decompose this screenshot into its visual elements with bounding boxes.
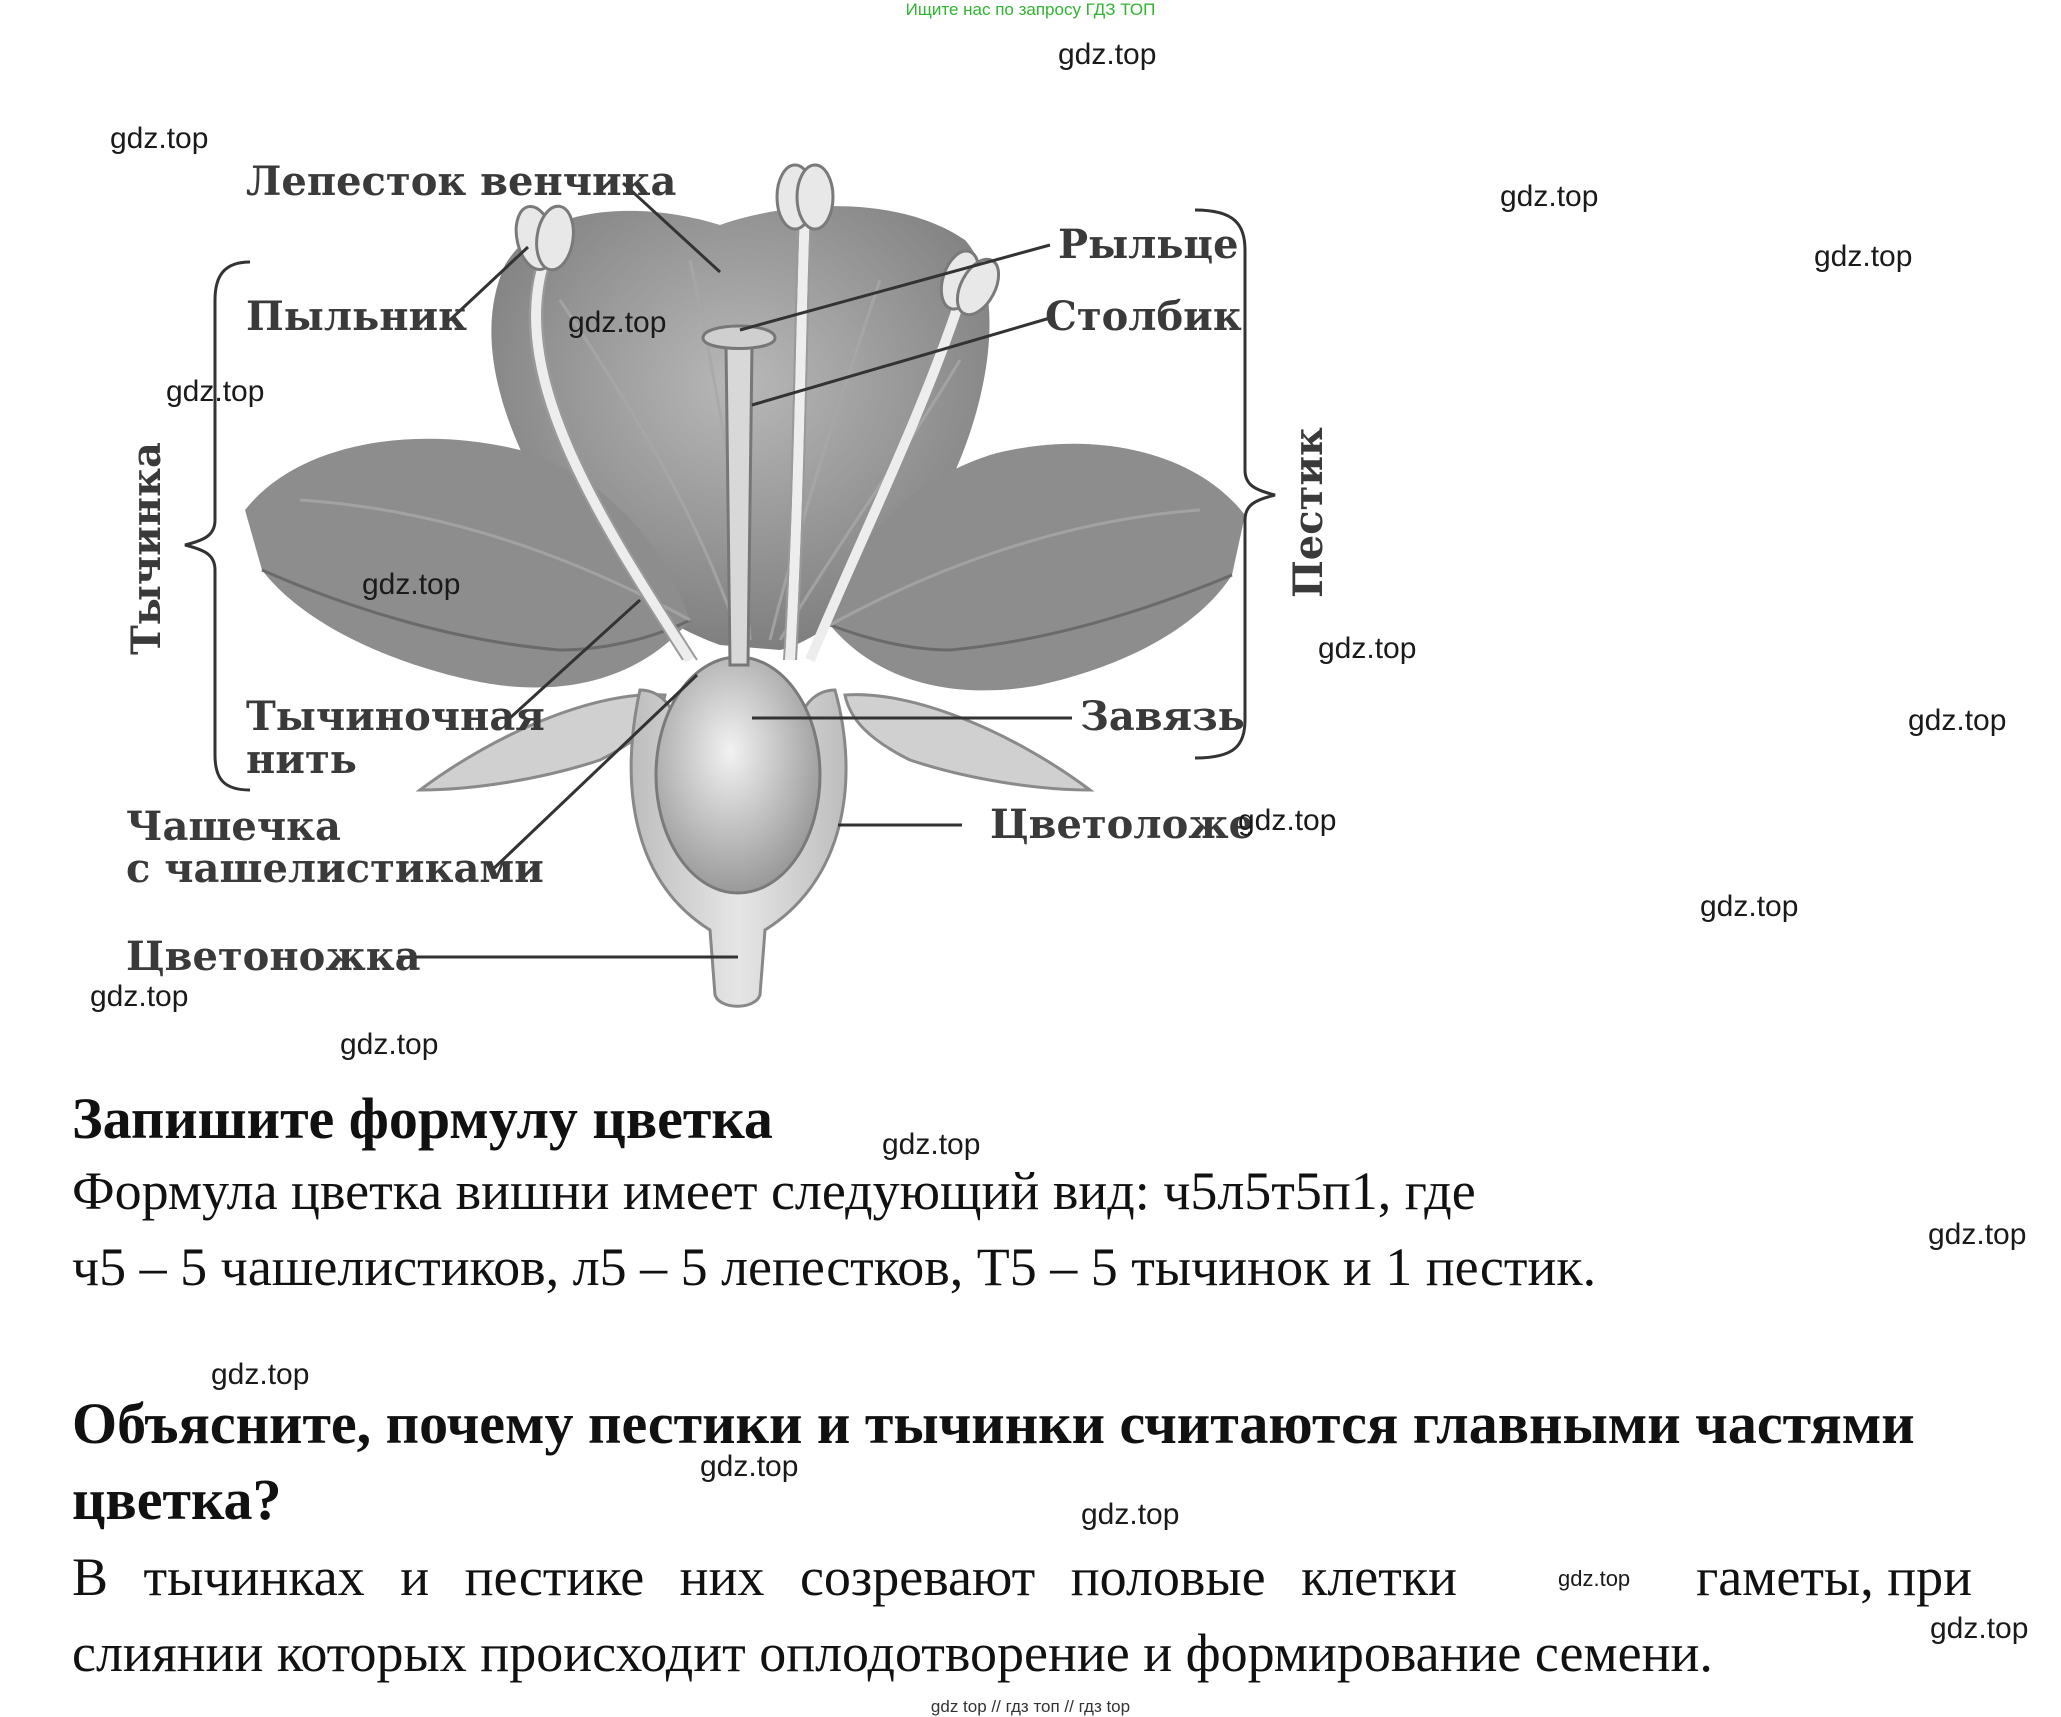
watermark: gdz.top (340, 1028, 439, 1061)
watermark: gdz.top (1558, 1566, 1631, 1591)
watermark: gdz.top (166, 375, 265, 408)
watermark: gdz.top (1908, 704, 2007, 737)
label-style: Столбик (1045, 293, 1242, 340)
label-calyx-2: с чашелистиками (126, 845, 544, 892)
watermark: gdz.top (110, 122, 209, 155)
label-calyx-1: Чашечка (126, 803, 341, 850)
label-filament-2: нить (246, 736, 357, 783)
stigma (703, 326, 775, 349)
watermark: gdz.top (211, 1358, 310, 1391)
section2-heading-line1: Объясните, почему пестики и тычинки считаются главными частями (72, 1391, 1915, 1456)
watermark: gdz.top (1058, 38, 1157, 71)
watermark: gdz.top (1930, 1612, 2029, 1645)
watermark: gdz.top (1928, 1218, 2027, 1251)
section1-heading: Запишите формулу цветка (72, 1086, 773, 1151)
watermark: gdz.top (882, 1128, 981, 1161)
label-anther: Пыльник (246, 293, 468, 340)
section2-heading-line2: цветка? (72, 1467, 282, 1532)
section2-line2: слиянии которых происходит оплодотворение и формирование семени. (72, 1623, 1713, 1683)
watermark: gdz.top (700, 1450, 799, 1483)
label-ovary: Завязь (1080, 693, 1245, 740)
watermark: gdz.top (1700, 890, 1799, 923)
label-filament-1: Тычиночная (246, 693, 545, 740)
section2-line1-part1: В тычинках и пестике них созревают половые клетки (72, 1547, 1457, 1607)
watermark: gdz.top (1814, 240, 1913, 273)
watermark: gdz.top (568, 306, 667, 339)
right-sepal (845, 695, 1090, 790)
label-pistil: Пестик (1285, 427, 1332, 598)
label-pedicel: Цветоножка (126, 933, 421, 980)
watermark: gdz.top (1318, 632, 1417, 665)
watermark: gdz.top (1500, 180, 1599, 213)
watermark: gdz.top (90, 980, 189, 1013)
section2-line1 (72, 1546, 1972, 1608)
label-stigma: Рыльце (1058, 221, 1239, 268)
label-petal: Лепесток венчика (246, 158, 677, 205)
watermark: gdz.top (1238, 804, 1337, 837)
watermark: gdz.top (1081, 1498, 1180, 1531)
section1-line2: ч5 – 5 чашелистиков, л5 – 5 лепестков, Т5 – 5 тычинок и 1 пестик. (72, 1237, 1597, 1297)
section2-line1-part2: гаметы, при (1696, 1547, 1972, 1607)
watermark: gdz.top (362, 568, 461, 601)
bottom-banner[interactable]: gdz top // гдз топ // гдз top (930, 1697, 1131, 1716)
top-banner[interactable]: Ищите нас по запросу ГДЗ ТОП (905, 0, 1156, 19)
label-stamen: Тычинка (123, 442, 170, 655)
label-receptacle: Цветоложе (990, 801, 1255, 848)
stamen-bracket (185, 262, 250, 790)
style (726, 345, 752, 665)
section1-line1: Формула цветка вишни имеет следующий вид: ч5л5т5п1, где (72, 1161, 1476, 1221)
